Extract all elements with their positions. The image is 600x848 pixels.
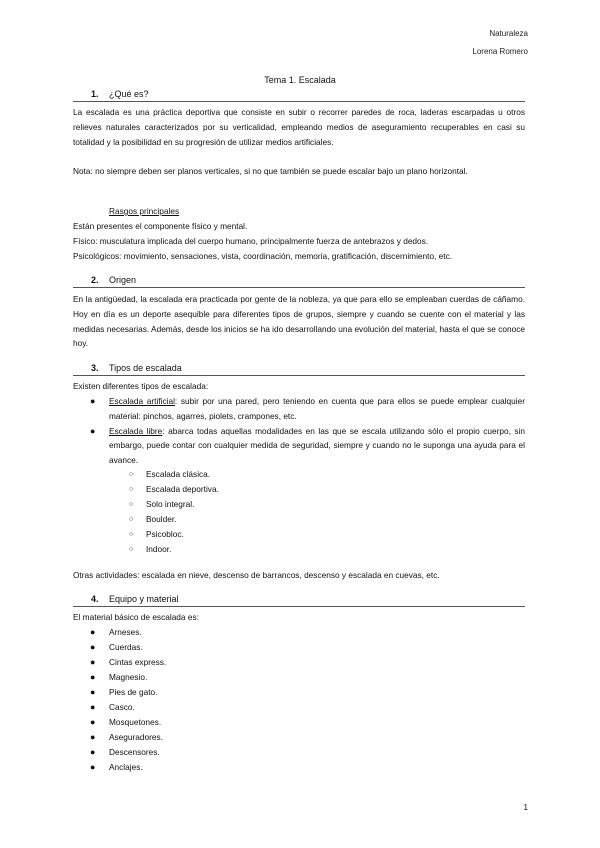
bullet-icon: ● (90, 672, 96, 682)
list-item: ● Mosquetones. (73, 715, 166, 730)
bullet-icon: ● (90, 732, 96, 742)
list-item: ● Arneses. (73, 625, 166, 640)
rasgo-line: Físico: musculatura implicada del cuerpo humano, principalmente fuerza de antebrazos y dedos. (73, 236, 429, 246)
bullet-icon: ● (90, 425, 96, 436)
header-subject: Naturaleza (489, 29, 528, 38)
list-item (73, 424, 525, 468)
bullet-icon: ● (90, 642, 96, 652)
tipos-bullet-list (73, 394, 525, 468)
material-intro: El material básico de escalada es: (73, 612, 199, 622)
circle-bullet-icon: ○ (129, 546, 134, 553)
tipos-intro: Existen diferentes tipos de escalada: (73, 381, 209, 391)
section-number: 3. (91, 363, 99, 373)
circle-bullet-icon: ○ (129, 531, 134, 538)
list-item: ○ Psicobloc. (73, 527, 219, 542)
list-item: ○ Boulder. (73, 512, 219, 527)
document-title: Tema 1. Escalada (264, 75, 336, 85)
bullet-icon: ● (90, 396, 96, 406)
list-item: ● Cuerdas. (73, 640, 166, 655)
bullet-icon: ● (90, 687, 96, 697)
bullet-icon: ● (90, 627, 96, 637)
list-item (73, 394, 525, 424)
bullet-term: Escalada libre (109, 425, 163, 436)
material-list (73, 625, 166, 775)
list-item: ○ Solo integral. (73, 497, 219, 512)
list-item: ● Magnesio. (73, 670, 166, 685)
rasgo-line: Psicológicos: movimiento, sensaciones, vista, coordinación, memoria, gratificación, discernimiento, etc. (73, 251, 453, 261)
circle-bullet-icon: ○ (129, 516, 134, 523)
list-item: ● Casco. (73, 700, 166, 715)
paragraph-definition: La escalada es una práctica deportiva que consiste en subir o recorrer paredes de roca, laderas escarpadas u otros relieves naturales caracterizados por su verticalidad, empleando medios de aseguramiento recuperables en casi su totalidad y la posibilidad en su progresión de utilizar medios artificiales. (73, 107, 525, 147)
bullet-term: Escalada artificial (109, 396, 175, 406)
bullet-icon: ● (90, 717, 96, 727)
bullet-text: : abarca todas aquellas modalidades en las que se escala utilizando sólo el propio cuerpo, sin embargo, puede contar con cualquier medida de seguridad, siempre y cuando no le suponga una ayuda para el avance. (109, 425, 525, 466)
paragraph-note: Nota: no siempre deben ser planos verticales, si no que también se puede escalar bajo un plano horizontal. (73, 166, 468, 176)
section-title: Equipo y material (109, 594, 179, 604)
section-heading-equipo (73, 593, 525, 607)
section-number: 1. (91, 89, 99, 99)
paragraph-origen: En la antigüedad, la escalada era practicada por gente de la nobleza, ya que para ello se empleaban cuerdas de cáñamo. Hoy en día es un deporte asequible para diferentes tipos de grupos, siempre y cuando se cuente con el material y las medidas necesarias. Además, desde los inicios se ha ido desarrollando una evolución del material, hasta el que se conoce hoy. (73, 294, 525, 349)
header-author: Lorena Romero (472, 47, 528, 56)
bullet-icon: ● (90, 762, 96, 772)
section-title: Tipos de escalada (109, 363, 182, 373)
bullet-icon: ● (90, 702, 96, 712)
page-number: 1 (523, 803, 528, 812)
otras-actividades: Otras actividades: escalada en nieve, descenso de barrancos, descenso y escalada en cuevas, etc. (73, 570, 440, 580)
bullet-icon: ● (90, 747, 96, 757)
circle-bullet-icon: ○ (129, 501, 134, 508)
section-number: 2. (91, 275, 99, 285)
section-number: 4. (91, 594, 99, 604)
list-item: ○ Escalada clásica. (73, 467, 219, 482)
circle-bullet-icon: ○ (129, 471, 134, 478)
bullet-icon: ● (90, 657, 96, 667)
section-heading-origen (73, 274, 525, 288)
section-title: ¿Qué es? (109, 89, 149, 99)
section-title: Origen (109, 275, 137, 285)
section-heading-tipos (73, 362, 525, 376)
subtypes-list (73, 467, 219, 557)
list-item: ● Anclajes. (73, 760, 166, 775)
list-item: ● Descensores. (73, 745, 166, 760)
list-item: ○ Indoor. (73, 542, 219, 557)
circle-bullet-icon: ○ (129, 486, 134, 493)
bullet-text: : subir por una pared, pero teniendo en cuenta que para ellos se puede emplear cualquier material: pinchos, agarres, piolets, crampones, etc. (109, 396, 525, 421)
list-item: ● Cintas express. (73, 655, 166, 670)
section-heading-que-es (73, 88, 525, 102)
list-item: ● Aseguradores. (73, 730, 166, 745)
rasgos-title: Rasgos principales (109, 206, 180, 216)
rasgo-line: Están presentes el componente físico y mental. (73, 221, 248, 231)
list-item: ● Pies de gato. (73, 685, 166, 700)
list-item: ○ Escalada deportiva. (73, 482, 219, 497)
